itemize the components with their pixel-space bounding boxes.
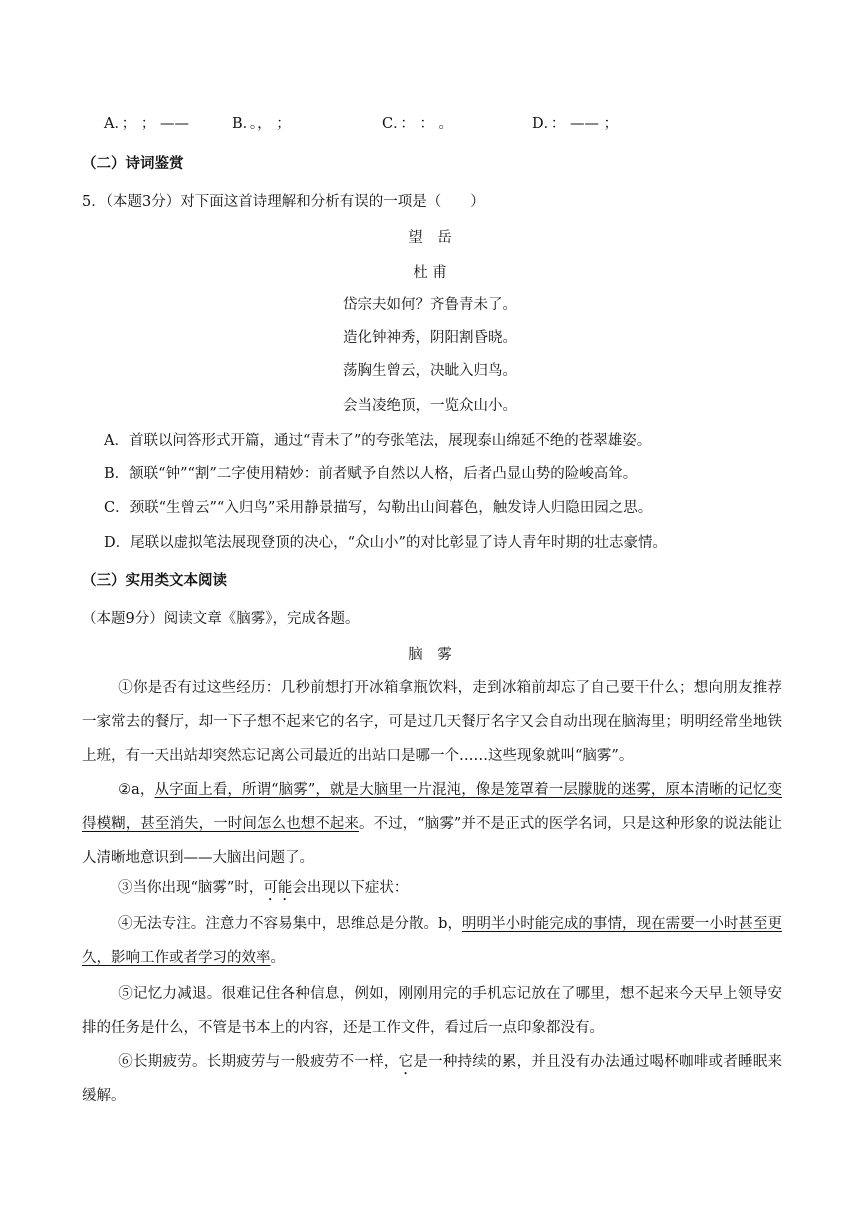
section-heading-poetry: （二）诗词鉴赏 (82, 155, 184, 172)
paragraph-3: ③当你出现“脑雾”时，可能会出现以下症状： (118, 880, 409, 896)
reading-intro: （本题9分）阅读文章《脑雾》，完成各题。 (82, 611, 360, 627)
option-a: A．； ； —— (104, 116, 189, 132)
poem-title: 望 岳 (408, 230, 452, 246)
paragraph-6: ⑥长期疲劳。长期疲劳与一般疲劳不一样，它是一种持续的累，并且没有办法通过喝杯咖啡或者睡眠来缓解。 (82, 1054, 783, 1104)
option-c: C．： ： 。 (382, 116, 454, 132)
article-title: 脑 雾 (408, 647, 452, 663)
option-d: D．： —— ； (532, 116, 619, 132)
marker-a: ②a， (118, 782, 155, 798)
paragraph-2: ②a，从字面上看，所谓“脑雾”，就是大脑里一片混沌，像是笼罩着一层朦胧的迷雾，原本清晰的记忆变得模糊，甚至消失，一时间怎么也想不起来。不过，“脑雾”并不是正式的医学名词，只是这种形象的说法能让人清晰地意识到——大脑出问题了。 (82, 782, 782, 866)
poem-line-1: 岱宗夫如何？齐鲁青未了。 (343, 297, 517, 313)
paragraph-5: ⑤记忆力减退。很难记住各种信息，例如，刚刚用完的手机忘记放在了哪里，想不起来今天早上领导安排的任务是什么，不管是书本上的内容，还是工作文件，看过后一点印象都没有。 (82, 986, 782, 1036)
poem-line-2: 造化钟神秀，阴阳割昏晓。 (343, 330, 517, 346)
section-heading-reading: （三）实用类文本阅读 (82, 572, 227, 589)
underlined-sentence-a: 从字面上看，所谓“脑雾”，就是大脑里一片混沌，像是笼罩着一层朦胧的迷雾，原本清晰的记忆变得模糊，甚至消失，一时间怎么也想不起来 (82, 782, 782, 832)
paragraph-1: ①你是否有过这些经历：几秒前想打开冰箱拿瓶饮料，走到冰箱前却忘了自己要干什么；想向朋友推荐一家常去的餐厅，却一下子想不起来它的名字，可是过几天餐厅名字又会自动出现在脑海里；明明经常坐地铁上班，有一天出站却突然忘记离公司最近的出站口是哪一个……这些现象就叫“脑雾”。 (82, 680, 782, 764)
question-5-stem: 5．（本题3分）对下面这首诗理解和分析有误的一项是（ ） (82, 194, 485, 210)
underlined-sentence-b: 明明半小时能完成的事情，现在需要一小时甚至更久，影响工作或者学习的效率 (82, 916, 783, 966)
option-b: B．。， ； (232, 116, 291, 132)
choice-c: C．颈联“生曾云”“入归鸟”采用静景描写，勾勒出山间暮色，触发诗人归隐田园之思。 (104, 500, 653, 516)
poem-author: 杜 甫 (413, 265, 447, 281)
dotted-word-keneng: 可能 (263, 880, 293, 896)
poem-line-3: 荡胸生曾云，决眦入归鸟。 (343, 363, 517, 379)
paragraph-4: ④无法专注。注意力不容易集中，思维总是分散。b，明明半小时能完成的事情，现在需要一小时甚至更久，影响工作或者学习的效率。 (82, 916, 783, 966)
poem-line-4: 会当凌绝顶，一览众山小。 (343, 398, 517, 414)
choice-d: D．尾联以虚拟笔法展现登顶的决心，“众山小”的对比彰显了诗人青年时期的壮志豪情。 (104, 535, 667, 551)
choice-b: B．颔联“钟”“割”二字使用精妙：前者赋予自然以人格，后者凸显山势的险峻高耸。 (104, 466, 638, 482)
choice-a: A．首联以问答形式开篇，通过“青未了”的夸张笔法，展现泰山绵延不绝的苍翠雄姿。 (104, 433, 652, 449)
dotted-word-ta: 它 (398, 1054, 414, 1070)
